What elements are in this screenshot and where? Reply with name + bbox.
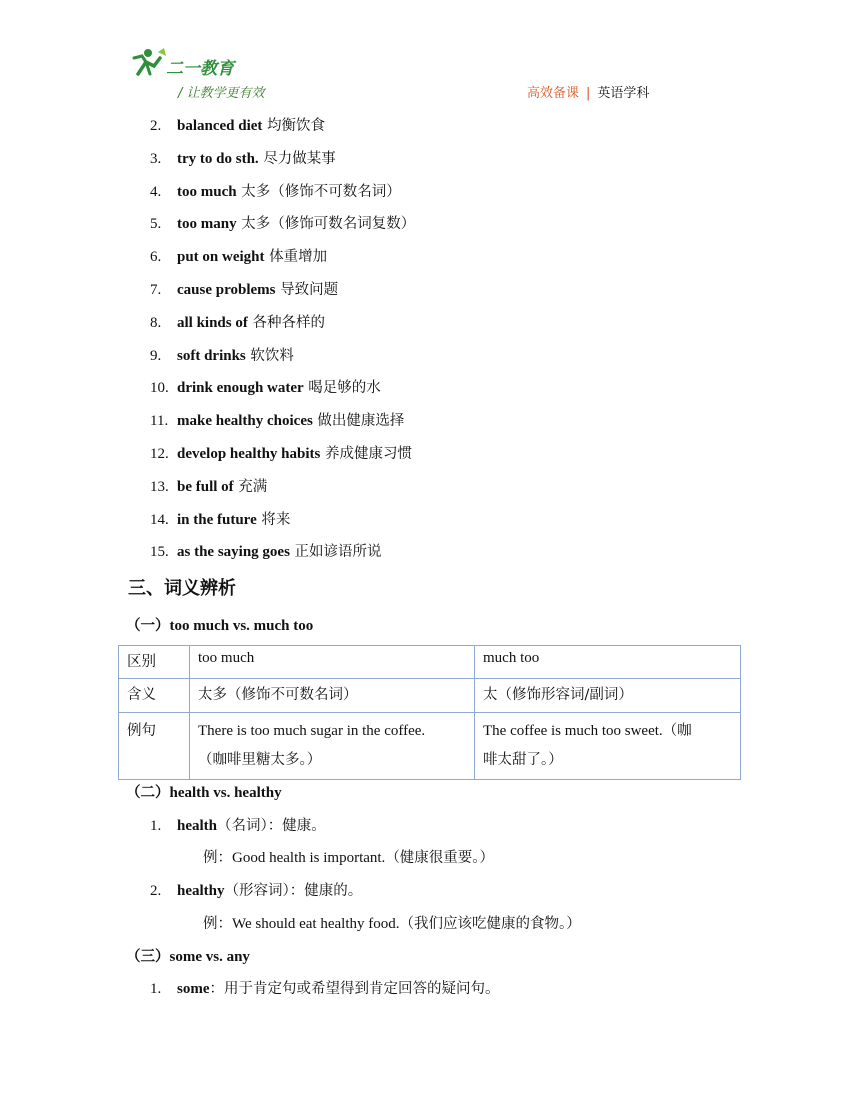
subheading-title: some vs. any — [169, 949, 250, 965]
phrase-item — [150, 244, 415, 277]
header-subject — [527, 82, 649, 101]
phrase-number: 11. — [150, 413, 169, 430]
logo-text: 二一教育 — [166, 59, 234, 79]
phrase-english: too many — [177, 216, 237, 233]
phrase-chinese: 尽力做某事 — [258, 150, 336, 167]
subheading-number: （二） — [126, 785, 170, 801]
phrase-english: put on weight — [177, 249, 265, 266]
example-label: 例： — [203, 916, 232, 932]
phrase-number: 15. — [150, 544, 169, 561]
phrase-number: 5. — [150, 216, 162, 233]
subheading-title: health vs. healthy — [169, 785, 282, 801]
phrase-english: drink enough water — [177, 380, 304, 397]
example-en: There is too much sugar in the coffee. — [198, 723, 426, 739]
row-label: 例句 — [119, 713, 190, 780]
row-label: 区别 — [119, 646, 190, 679]
item-desc: （形容词）：健康的。 — [224, 883, 363, 899]
phrase-item — [150, 179, 415, 212]
phrase-number: 13. — [150, 478, 169, 495]
phrase-chinese: 喝足够的水 — [303, 380, 381, 397]
example-en: We should eat healthy food. — [232, 916, 400, 932]
item-desc: ：用于肯定句或希望得到肯定回答的疑问句。 — [209, 981, 500, 997]
phrase-item — [150, 310, 415, 343]
phrase-english: make healthy choices — [177, 413, 313, 430]
phrase-chinese: 均衡饮食 — [262, 118, 326, 134]
item-number: 1. — [150, 981, 162, 997]
phrase-chinese: 太多（修饰不可数名词） — [236, 183, 401, 200]
subheading-health — [126, 781, 282, 802]
item-desc: （名词）：健康。 — [217, 818, 326, 834]
phrase-chinese: 充满 — [233, 478, 268, 495]
phrase-item — [150, 507, 415, 540]
phrase-chinese: 养成健康习惯 — [320, 445, 412, 462]
table-row — [119, 679, 741, 713]
example-cn: （我们应该吃健康的食物。） — [399, 916, 581, 932]
phrase-chinese: 正如谚语所说 — [289, 544, 382, 561]
phrase-number: 10. — [150, 380, 169, 397]
phrase-english: develop healthy habits — [177, 445, 321, 462]
table-row — [119, 713, 741, 780]
phrase-english: in the future — [177, 511, 257, 528]
phrase-item — [150, 343, 415, 376]
phrase-chinese: 做出健康选择 — [312, 413, 405, 430]
example-health — [203, 846, 494, 867]
phrase-english: try to do sth. — [177, 150, 259, 167]
slogan: / 让教学更有效 — [178, 86, 265, 101]
item-word: healthy — [177, 883, 225, 899]
phrase-number: 12. — [150, 445, 169, 462]
item-number: 1. — [150, 818, 162, 834]
section-title: 三、词义辨析 — [128, 578, 236, 599]
example-en: Good health is important. — [232, 850, 386, 866]
cell-meaning-b: 太（修饰形容词/副词） — [475, 679, 741, 713]
phrase-english: as the saying goes — [177, 544, 290, 561]
example-healthy — [203, 912, 581, 933]
phrase-english: soft drinks — [177, 347, 246, 364]
phrase-item — [150, 539, 415, 572]
item-health — [150, 814, 326, 835]
item-some — [150, 977, 500, 998]
phrase-list — [150, 113, 415, 572]
header-subject-name: 英语学科 — [597, 86, 650, 101]
header-highlight: 高效备课 — [527, 86, 580, 101]
item-word: health — [177, 818, 218, 834]
page-header — [0, 0, 860, 110]
phrase-number: 9. — [150, 347, 162, 364]
phrase-item — [150, 474, 415, 507]
example-cn: （健康很重要。） — [385, 850, 495, 866]
cell-example-b — [475, 713, 741, 780]
logo-runner-icon — [128, 44, 238, 84]
phrase-number: 6. — [150, 249, 162, 266]
item-word: some — [177, 981, 210, 997]
cell-too-much: too much — [190, 646, 475, 679]
row-label: 含义 — [119, 679, 190, 713]
phrase-english: balanced diet — [177, 118, 263, 134]
cell-example-a — [190, 713, 475, 780]
item-healthy — [150, 879, 362, 900]
subheading-some-any — [126, 945, 250, 966]
item-number: 2. — [150, 883, 162, 899]
example-cn-part1: （咖 — [662, 723, 692, 739]
phrase-chinese: 体重增加 — [264, 249, 328, 266]
subheading-too-much — [126, 614, 313, 635]
phrase-item — [150, 277, 415, 310]
subheading-number: （一） — [126, 618, 170, 634]
phrase-item — [150, 375, 415, 408]
phrase-item — [150, 146, 415, 179]
table-row — [119, 646, 741, 679]
example-en: The coffee is much too sweet. — [483, 723, 663, 739]
phrase-chinese: 各种各样的 — [247, 314, 325, 331]
phrase-item — [150, 408, 415, 441]
comparison-table — [118, 645, 741, 780]
phrase-english: all kinds of — [177, 314, 248, 331]
example-cn-part2: 啡太甜了。） — [483, 752, 563, 768]
phrase-number: 3. — [150, 150, 162, 167]
phrase-english: cause problems — [177, 281, 276, 298]
phrase-number: 8. — [150, 314, 162, 331]
phrase-english: be full of — [177, 478, 234, 495]
example-label: 例： — [203, 850, 232, 866]
phrase-number: 14. — [150, 511, 169, 528]
subheading-title: too much vs. much too — [169, 618, 314, 634]
phrase-number: 4. — [150, 183, 162, 200]
header-separator: | — [586, 86, 591, 101]
phrase-chinese: 太多（修饰可数名词复数） — [236, 216, 416, 233]
subheading-number: （三） — [126, 949, 170, 965]
phrase-number: 7. — [150, 281, 162, 298]
phrase-english: too much — [177, 183, 237, 200]
phrase-number: 2. — [150, 118, 162, 134]
cell-much-too: much too — [475, 646, 741, 679]
phrase-item — [150, 441, 415, 474]
cell-meaning-a: 太多（修饰不可数名词） — [190, 679, 475, 713]
phrase-item — [150, 211, 415, 244]
example-cn: （咖啡里糖太多。） — [198, 752, 322, 768]
phrase-item — [150, 113, 415, 146]
phrase-chinese: 将来 — [256, 511, 291, 528]
phrase-chinese: 导致问题 — [275, 281, 339, 298]
phrase-chinese: 软饮料 — [245, 347, 294, 364]
